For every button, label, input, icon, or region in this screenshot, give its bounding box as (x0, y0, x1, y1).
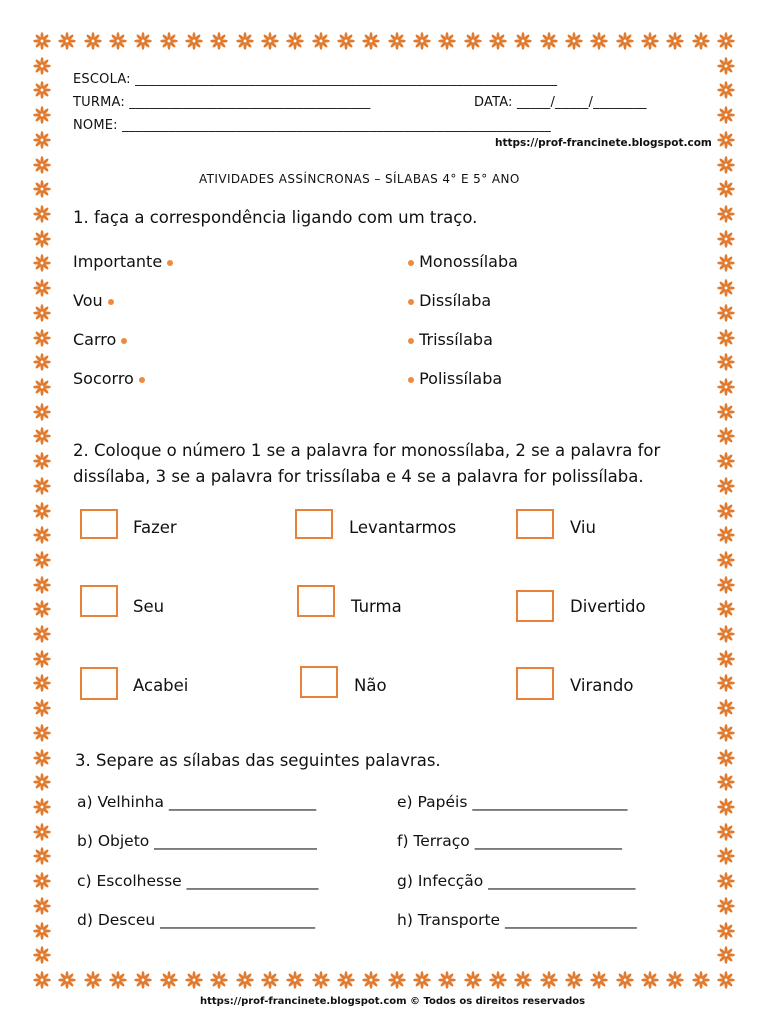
name-field: NOME: ________________________________________________________________ (73, 118, 551, 133)
asterisk-flower-icon (33, 230, 51, 248)
asterisk-flower-icon (33, 600, 51, 618)
q1-left-item (73, 369, 145, 388)
asterisk-flower-icon (641, 971, 659, 989)
asterisk-flower-icon (717, 81, 735, 99)
asterisk-flower-icon (33, 378, 51, 396)
asterisk-flower-icon (540, 32, 558, 50)
asterisk-flower-icon (717, 502, 735, 520)
asterisk-flower-icon (717, 699, 735, 717)
asterisk-flower-icon (717, 180, 735, 198)
asterisk-flower-icon (109, 971, 127, 989)
asterisk-flower-icon (33, 699, 51, 717)
asterisk-flower-icon (261, 32, 279, 50)
q1-left-word: Vou (73, 291, 103, 310)
asterisk-flower-icon (565, 32, 583, 50)
q2-word: Divertido (570, 597, 646, 616)
asterisk-flower-icon (33, 81, 51, 99)
syllable-item: g) Infecção ___________________ (397, 872, 636, 890)
asterisk-flower-icon (692, 971, 710, 989)
asterisk-flower-icon (33, 106, 51, 124)
question-1-prompt: 1. faça a correspondência ligando com um traço. (73, 208, 478, 227)
asterisk-flower-icon (185, 971, 203, 989)
asterisk-flower-icon (33, 922, 51, 940)
syllable-item: c) Escolhesse _________________ (77, 872, 319, 890)
q2-word: Levantarmos (349, 518, 457, 537)
asterisk-flower-icon (717, 724, 735, 742)
asterisk-flower-icon (590, 32, 608, 50)
question-3-prompt: 3. Separe as sílabas das seguintes palavras. (75, 751, 441, 770)
asterisk-flower-icon (540, 971, 558, 989)
asterisk-flower-icon (438, 971, 456, 989)
asterisk-flower-icon (33, 279, 51, 297)
q2-word: Acabei (133, 676, 189, 695)
asterisk-flower-icon (236, 971, 254, 989)
question-2-prompt-line1: 2. Coloque o número 1 se a palavra for monossílaba, 2 se a palavra for (73, 441, 661, 460)
asterisk-flower-icon (717, 378, 735, 396)
q1-right-word: Monossílaba (419, 252, 518, 271)
asterisk-flower-icon (337, 971, 355, 989)
q1-right-item (408, 369, 502, 388)
asterisk-flower-icon (109, 32, 127, 50)
asterisk-flower-icon (33, 32, 51, 50)
asterisk-flower-icon (33, 156, 51, 174)
asterisk-flower-icon (489, 32, 507, 50)
asterisk-flower-icon (717, 946, 735, 964)
asterisk-flower-icon (717, 477, 735, 495)
asterisk-flower-icon (33, 798, 51, 816)
asterisk-flower-icon (286, 971, 304, 989)
connector-dot[interactable] (408, 260, 414, 266)
q2-word: Turma (351, 597, 402, 616)
asterisk-flower-icon (210, 971, 228, 989)
connector-dot[interactable] (408, 338, 414, 344)
asterisk-flower-icon (464, 32, 482, 50)
answer-box[interactable] (80, 509, 118, 539)
q1-left-item (73, 330, 127, 349)
date-field: DATA: _____/_____/________ (474, 95, 647, 110)
asterisk-flower-icon (312, 971, 330, 989)
asterisk-flower-icon (286, 32, 304, 50)
asterisk-flower-icon (58, 32, 76, 50)
asterisk-flower-icon (717, 773, 735, 791)
asterisk-flower-icon (616, 971, 634, 989)
asterisk-flower-icon (717, 106, 735, 124)
asterisk-flower-icon (666, 32, 684, 50)
asterisk-flower-icon (362, 971, 380, 989)
asterisk-flower-icon (717, 230, 735, 248)
asterisk-flower-icon (717, 674, 735, 692)
asterisk-flower-icon (312, 32, 330, 50)
asterisk-flower-icon (33, 674, 51, 692)
asterisk-flower-icon (489, 971, 507, 989)
asterisk-flower-icon (464, 971, 482, 989)
q1-right-item (408, 291, 491, 310)
connector-dot[interactable] (139, 377, 145, 383)
answer-box[interactable] (516, 590, 554, 622)
syllable-item: d) Desceu ____________________ (77, 911, 316, 929)
asterisk-flower-icon (717, 452, 735, 470)
q1-right-word: Trissílaba (419, 330, 493, 349)
q2-word: Viu (570, 518, 596, 537)
asterisk-flower-icon (33, 180, 51, 198)
asterisk-flower-icon (666, 971, 684, 989)
asterisk-flower-icon (33, 724, 51, 742)
asterisk-flower-icon (717, 650, 735, 668)
worksheet-title: ATIVIDADES ASSÍNCRONAS – SÍLABAS 4° E 5° ANO (199, 172, 520, 186)
asterisk-flower-icon (717, 304, 735, 322)
asterisk-flower-icon (33, 971, 51, 989)
asterisk-flower-icon (33, 205, 51, 223)
asterisk-flower-icon (717, 526, 735, 544)
answer-box[interactable] (516, 509, 554, 539)
syllable-item: b) Objeto _____________________ (77, 832, 317, 850)
asterisk-flower-icon (33, 872, 51, 890)
asterisk-flower-icon (717, 403, 735, 421)
syllable-item: f) Terraço ___________________ (397, 832, 622, 850)
q1-right-item (408, 252, 518, 271)
asterisk-flower-icon (717, 847, 735, 865)
asterisk-flower-icon (717, 329, 735, 347)
q1-right-item (408, 330, 493, 349)
asterisk-flower-icon (717, 576, 735, 594)
asterisk-flower-icon (717, 823, 735, 841)
asterisk-flower-icon (33, 477, 51, 495)
asterisk-flower-icon (33, 576, 51, 594)
asterisk-flower-icon (33, 897, 51, 915)
asterisk-flower-icon (236, 32, 254, 50)
asterisk-flower-icon (388, 32, 406, 50)
connector-dot[interactable] (167, 260, 173, 266)
answer-box[interactable] (300, 666, 338, 698)
asterisk-flower-icon (160, 32, 178, 50)
asterisk-flower-icon (33, 502, 51, 520)
asterisk-flower-icon (362, 32, 380, 50)
asterisk-flower-icon (413, 971, 431, 989)
asterisk-flower-icon (717, 798, 735, 816)
asterisk-flower-icon (33, 551, 51, 569)
asterisk-flower-icon (33, 773, 51, 791)
asterisk-flower-icon (33, 304, 51, 322)
asterisk-flower-icon (717, 897, 735, 915)
answer-box[interactable] (295, 509, 333, 539)
answer-box[interactable] (80, 585, 118, 617)
asterisk-flower-icon (33, 749, 51, 767)
q1-right-word: Polissílaba (419, 369, 503, 388)
class-field: TURMA: ____________________________________ (73, 95, 371, 110)
asterisk-flower-icon (692, 32, 710, 50)
q1-right-word: Dissílaba (419, 291, 492, 310)
asterisk-flower-icon (590, 971, 608, 989)
asterisk-flower-icon (58, 971, 76, 989)
asterisk-flower-icon (33, 946, 51, 964)
asterisk-flower-icon (261, 971, 279, 989)
asterisk-flower-icon (33, 131, 51, 149)
asterisk-flower-icon (717, 551, 735, 569)
answer-box[interactable] (297, 585, 335, 617)
asterisk-flower-icon (84, 971, 102, 989)
asterisk-flower-icon (413, 32, 431, 50)
asterisk-flower-icon (210, 32, 228, 50)
asterisk-flower-icon (717, 205, 735, 223)
asterisk-flower-icon (717, 749, 735, 767)
asterisk-flower-icon (337, 32, 355, 50)
connector-dot[interactable] (408, 299, 414, 305)
asterisk-flower-icon (717, 279, 735, 297)
asterisk-flower-icon (717, 57, 735, 75)
asterisk-flower-icon (33, 823, 51, 841)
asterisk-flower-icon (717, 131, 735, 149)
q2-word: Não (354, 676, 387, 695)
syllable-item: h) Transporte _________________ (397, 911, 637, 929)
asterisk-flower-icon (33, 452, 51, 470)
asterisk-flower-icon (33, 403, 51, 421)
asterisk-flower-icon (33, 254, 51, 272)
asterisk-flower-icon (388, 971, 406, 989)
q1-left-word: Carro (73, 330, 117, 349)
q1-left-item (73, 252, 173, 271)
asterisk-flower-icon (33, 353, 51, 371)
asterisk-flower-icon (438, 32, 456, 50)
q2-word: Seu (133, 597, 165, 616)
asterisk-flower-icon (717, 32, 735, 50)
school-field: ESCOLA: _______________________________________________________________ (73, 72, 558, 87)
syllable-item: a) Velhinha ___________________ (77, 793, 317, 811)
q2-word: Virando (570, 676, 634, 695)
asterisk-flower-icon (717, 427, 735, 445)
asterisk-flower-icon (134, 32, 152, 50)
asterisk-flower-icon (160, 971, 178, 989)
question-2-prompt-line2: dissílaba, 3 se a palavra for trissílaba e 4 se a palavra for polissílaba. (73, 467, 644, 486)
asterisk-flower-icon (33, 427, 51, 445)
asterisk-flower-icon (33, 650, 51, 668)
q1-left-word: Importante (73, 252, 163, 271)
blog-link[interactable]: https://prof-francinete.blogspot.com (495, 137, 712, 149)
asterisk-flower-icon (641, 32, 659, 50)
footer-credit: https://prof-francinete.blogspot.com © Todos os direitos reservados (200, 996, 586, 1007)
asterisk-flower-icon (33, 847, 51, 865)
asterisk-flower-icon (33, 329, 51, 347)
asterisk-flower-icon (33, 526, 51, 544)
asterisk-flower-icon (514, 971, 532, 989)
asterisk-flower-icon (565, 971, 583, 989)
q2-word: Fazer (133, 518, 177, 537)
syllable-item: e) Papéis ____________________ (397, 793, 628, 811)
asterisk-flower-icon (717, 600, 735, 618)
asterisk-flower-icon (33, 57, 51, 75)
asterisk-flower-icon (717, 254, 735, 272)
asterisk-flower-icon (717, 353, 735, 371)
answer-box[interactable] (516, 667, 554, 700)
asterisk-flower-icon (514, 32, 532, 50)
connector-dot[interactable] (121, 338, 127, 344)
connector-dot[interactable] (108, 299, 114, 305)
asterisk-flower-icon (717, 156, 735, 174)
asterisk-flower-icon (616, 32, 634, 50)
q1-left-word: Socorro (73, 369, 134, 388)
asterisk-flower-icon (134, 971, 152, 989)
asterisk-flower-icon (33, 625, 51, 643)
asterisk-flower-icon (717, 922, 735, 940)
q1-left-item (73, 291, 114, 310)
answer-box[interactable] (80, 667, 118, 700)
asterisk-flower-icon (717, 872, 735, 890)
connector-dot[interactable] (408, 377, 414, 383)
asterisk-flower-icon (185, 32, 203, 50)
asterisk-flower-icon (717, 625, 735, 643)
asterisk-flower-icon (84, 32, 102, 50)
asterisk-flower-icon (717, 971, 735, 989)
